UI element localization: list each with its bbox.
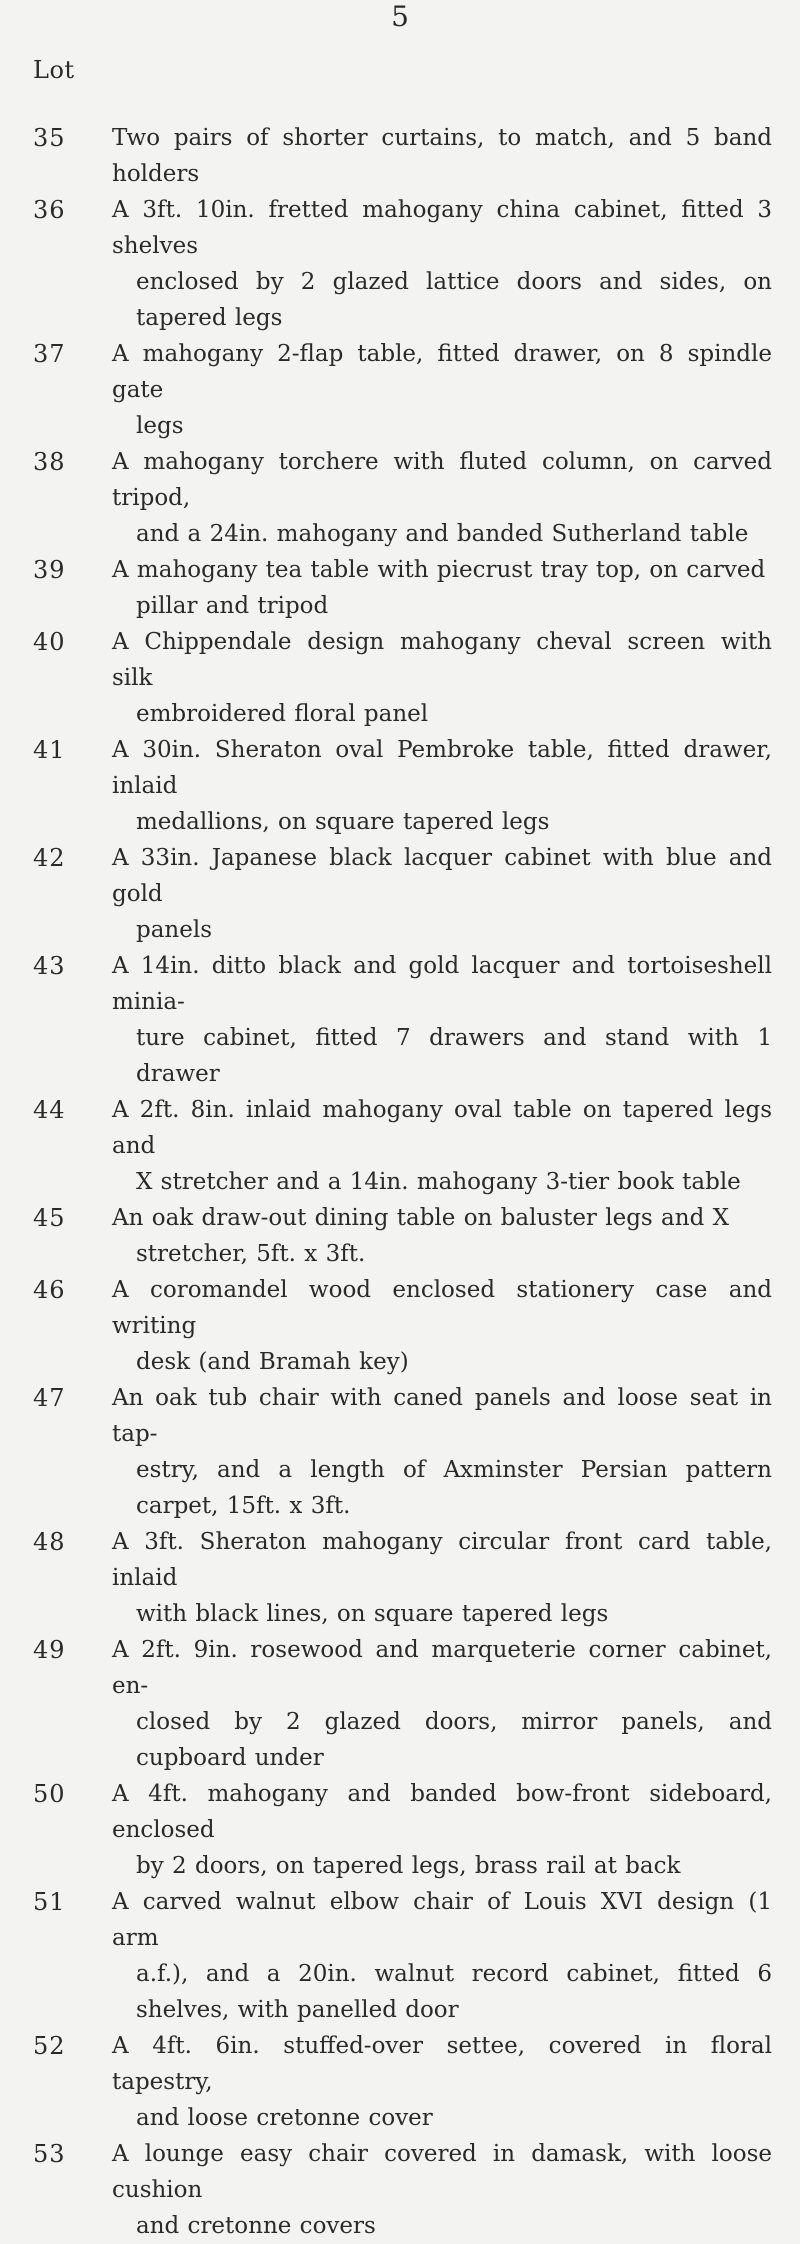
lot-description-continuation: ture cabinet, fitted 7 drawers and stand with 1 drawer xyxy=(136,1025,772,1087)
lot-description xyxy=(112,444,772,552)
lot-entry xyxy=(0,1632,800,1776)
lot-description-continuation: panels xyxy=(136,917,213,943)
lot-description-continuation: and loose cretonne cover xyxy=(136,2105,433,2131)
lot-entry xyxy=(0,1884,800,2028)
lot-entry xyxy=(0,1200,800,1272)
lot-description-continuation: X stretcher and a 14in. mahogany 3-tier book table xyxy=(136,1169,741,1195)
lot-entry xyxy=(0,120,800,192)
lot-description-first-line: A 4ft. 6in. stuffed-over settee, covered in floral tapestry, xyxy=(112,2033,772,2095)
lot-description-first-line: An oak tub chair with caned panels and loose seat in tap- xyxy=(112,1385,772,1447)
lot-description-continuation: and a 24in. mahogany and banded Sutherland table xyxy=(136,521,749,547)
lot-description-continuation: and cretonne covers xyxy=(136,2213,376,2239)
lot-description-first-line: A 30in. Sheraton oval Pembroke table, fitted drawer, inlaid xyxy=(112,737,772,799)
lot-description-first-line: A 33in. Japanese black lacquer cabinet with blue and gold xyxy=(112,845,772,907)
lot-entry xyxy=(0,1524,800,1632)
page-number: 5 xyxy=(391,0,409,33)
lot-description-first-line: A carved walnut elbow chair of Louis XVI design (1 arm xyxy=(112,1889,772,1951)
lot-number: 42 xyxy=(33,844,66,872)
lot-number: 46 xyxy=(33,1276,66,1304)
lot-description-first-line: A 4ft. mahogany and banded bow-front sideboard, enclosed xyxy=(112,1781,772,1843)
lot-entry xyxy=(0,624,800,732)
lot-number: 51 xyxy=(33,1888,66,1916)
lot-description-first-line: Two pairs of shorter curtains, to match, and 5 band holders xyxy=(112,125,772,187)
lot-description-first-line: A 14in. ditto black and gold lacquer and tortoiseshell minia- xyxy=(112,953,772,1015)
lot-description-continuation: enclosed by 2 glazed lattice doors and sides, on tapered legs xyxy=(136,269,772,331)
lot-number: 47 xyxy=(33,1384,66,1412)
lot-entry xyxy=(0,2136,800,2244)
lot-number: 48 xyxy=(33,1528,66,1556)
lot-description xyxy=(112,1884,772,2028)
lot-description-continuation: closed by 2 glazed doors, mirror panels, and cupboard under xyxy=(136,1709,772,1771)
lot-description-continuation: stretcher, 5ft. x 3ft. xyxy=(136,1241,366,1267)
lot-description xyxy=(112,2028,772,2136)
lot-list xyxy=(0,120,800,2244)
lot-description-first-line: A mahogany tea table with piecrust tray top, on carved xyxy=(112,557,766,583)
lot-description-first-line: A lounge easy chair covered in damask, with loose cushion xyxy=(112,2141,772,2203)
lot-number: 35 xyxy=(33,124,66,152)
lot-entry xyxy=(0,2028,800,2136)
lot-entry xyxy=(0,948,800,1092)
lot-description xyxy=(112,624,772,732)
lot-description xyxy=(112,1524,772,1632)
lot-description xyxy=(112,948,772,1092)
lot-description xyxy=(112,732,772,840)
lot-description-first-line: A 3ft. Sheraton mahogany circular front card table, inlaid xyxy=(112,1529,772,1591)
lot-description-first-line: A 2ft. 8in. inlaid mahogany oval table on tapered legs and xyxy=(112,1097,772,1159)
lot-description-continuation: by 2 doors, on tapered legs, brass rail at back xyxy=(136,1853,681,1879)
lot-description-first-line: A 3ft. 10in. fretted mahogany china cabinet, fitted 3 shelves xyxy=(112,197,772,259)
lot-number: 45 xyxy=(33,1204,66,1232)
lot-description xyxy=(112,552,772,624)
lot-entry xyxy=(0,1776,800,1884)
lot-description xyxy=(112,840,772,948)
lot-number: 36 xyxy=(33,196,66,224)
lot-description-first-line: An oak draw-out dining table on baluster legs and X xyxy=(112,1205,729,1231)
lot-description-continuation: desk (and Bramah key) xyxy=(136,1349,409,1375)
lot-number: 52 xyxy=(33,2032,66,2060)
lot-number: 49 xyxy=(33,1636,66,1664)
lot-description-continuation: with black lines, on square tapered legs xyxy=(136,1601,609,1627)
lot-number: 40 xyxy=(33,628,66,656)
lot-description-first-line: A coromandel wood enclosed stationery case and writing xyxy=(112,1277,772,1339)
lot-entry xyxy=(0,1380,800,1524)
lot-description xyxy=(112,1380,772,1524)
lot-description-continuation: pillar and tripod xyxy=(136,593,329,619)
lot-entry xyxy=(0,1272,800,1380)
lot-entry xyxy=(0,336,800,444)
lot-number: 38 xyxy=(33,448,66,476)
lot-entry xyxy=(0,732,800,840)
lot-description xyxy=(112,192,772,336)
lot-description xyxy=(112,1092,772,1200)
lot-description xyxy=(112,1632,772,1776)
lot-number: 44 xyxy=(33,1096,66,1124)
lot-entry xyxy=(0,444,800,552)
lot-description xyxy=(112,1776,772,1884)
lot-number: 39 xyxy=(33,556,66,584)
lot-number: 50 xyxy=(33,1780,66,1808)
lot-entry xyxy=(0,192,800,336)
lot-description-first-line: A 2ft. 9in. rosewood and marqueterie corner cabinet, en- xyxy=(112,1637,772,1699)
lot-description xyxy=(112,336,772,444)
lot-description-continuation: legs xyxy=(136,413,184,439)
lot-description xyxy=(112,2136,772,2244)
lot-description-first-line: A mahogany 2-flap table, fitted drawer, on 8 spindle gate xyxy=(112,341,772,403)
lot-description-continuation: a.f.), and a 20in. walnut record cabinet, fitted 6 shelves, with panelled door xyxy=(136,1961,772,2023)
lot-description xyxy=(112,1200,772,1272)
lot-description-first-line: A mahogany torchere with fluted column, on carved tripod, xyxy=(112,449,772,511)
lot-column-header: Lot xyxy=(33,56,75,84)
lot-number: 37 xyxy=(33,340,66,368)
lot-number: 43 xyxy=(33,952,66,980)
lot-description xyxy=(112,120,772,192)
lot-description-continuation: estry, and a length of Axminster Persian pattern carpet, 15ft. x 3ft. xyxy=(136,1457,772,1519)
lot-description-continuation: medallions, on square tapered legs xyxy=(136,809,550,835)
lot-description-first-line: A Chippendale design mahogany cheval screen with silk xyxy=(112,629,772,691)
lot-entry xyxy=(0,840,800,948)
lot-number: 41 xyxy=(33,736,66,764)
lot-number: 53 xyxy=(33,2140,66,2168)
lot-description-continuation: embroidered floral panel xyxy=(136,701,429,727)
lot-description xyxy=(112,1272,772,1380)
lot-entry xyxy=(0,1092,800,1200)
lot-entry xyxy=(0,552,800,624)
